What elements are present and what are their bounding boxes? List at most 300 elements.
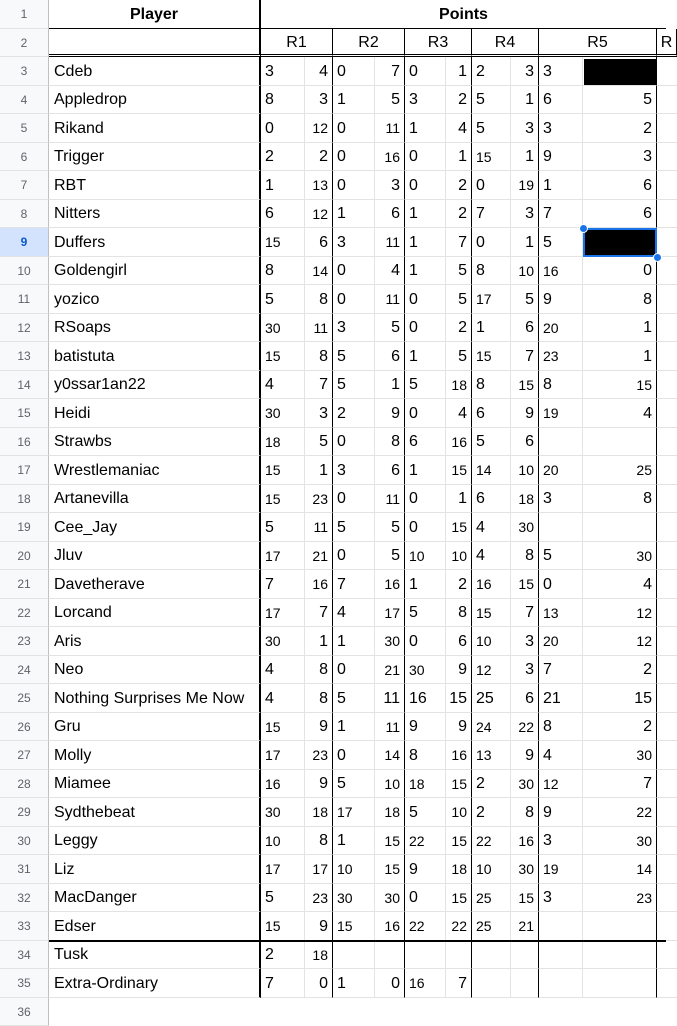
score-cell[interactable]: 0	[405, 485, 446, 513]
player-name[interactable]: yozico	[49, 285, 261, 314]
score-cell[interactable]: 1	[405, 456, 446, 485]
score-cell[interactable]: 16	[446, 428, 472, 456]
score-cell[interactable]: 15	[375, 855, 405, 884]
row-header[interactable]: 26	[0, 713, 49, 741]
score-cell[interactable]: 9	[539, 143, 583, 171]
score-cell[interactable]: 6	[375, 342, 405, 371]
score-cell[interactable]: 3	[333, 314, 375, 342]
overflow-cell[interactable]	[657, 969, 677, 998]
score-cell[interactable]: 5	[261, 285, 305, 314]
player-name[interactable]: batistuta	[49, 342, 261, 371]
score-cell[interactable]: 10	[511, 456, 539, 485]
overflow-cell[interactable]	[657, 513, 677, 542]
score-cell[interactable]: 15	[261, 342, 305, 371]
score-cell[interactable]: 23	[305, 741, 333, 770]
score-cell[interactable]: 8	[446, 599, 472, 627]
score-cell[interactable]: 5	[405, 371, 446, 399]
score-cell[interactable]: 3	[511, 200, 539, 228]
score-cell[interactable]: 1	[405, 570, 446, 599]
row-header[interactable]: 5	[0, 114, 49, 143]
score-cell[interactable]: 3	[511, 627, 539, 656]
score-cell[interactable]: 0	[583, 257, 657, 285]
score-cell[interactable]: 16	[405, 969, 446, 998]
score-cell[interactable]: 5	[539, 228, 583, 257]
score-cell[interactable]: 6	[511, 314, 539, 342]
score-cell[interactable]: 7	[539, 656, 583, 684]
row-header[interactable]: 28	[0, 770, 49, 798]
score-cell[interactable]: 9	[375, 399, 405, 428]
row-header[interactable]: 35	[0, 969, 49, 998]
score-cell[interactable]	[511, 941, 539, 969]
overflow-cell[interactable]	[657, 770, 677, 798]
score-cell[interactable]: 0	[333, 741, 375, 770]
score-cell[interactable]: 16	[511, 827, 539, 855]
player-name[interactable]: Strawbs	[49, 428, 261, 456]
score-cell[interactable]: 5	[333, 770, 375, 798]
score-cell[interactable]: 10	[446, 542, 472, 570]
score-cell[interactable]: 0	[333, 143, 375, 171]
score-cell[interactable]	[405, 941, 446, 969]
score-cell[interactable]: 6	[511, 684, 539, 713]
score-cell[interactable]: 1	[511, 228, 539, 257]
row-header[interactable]: 11	[0, 285, 49, 314]
score-cell[interactable]: 18	[305, 798, 333, 827]
player-name[interactable]: Davetherave	[49, 570, 261, 599]
score-cell[interactable]: 5	[333, 684, 375, 713]
score-cell[interactable]: 2	[583, 713, 657, 741]
score-cell[interactable]: 0	[405, 57, 446, 86]
score-cell[interactable]: 19	[539, 399, 583, 428]
score-cell[interactable]: 5	[472, 114, 511, 143]
score-cell[interactable]: 4	[375, 257, 405, 285]
selection-handle-bottom[interactable]	[653, 253, 662, 262]
overflow-cell[interactable]	[657, 86, 677, 114]
round-header-r3[interactable]: R3	[405, 29, 472, 57]
score-cell[interactable]: 12	[305, 114, 333, 143]
score-cell[interactable]: 12	[539, 770, 583, 798]
score-cell[interactable]: 0	[333, 171, 375, 200]
score-cell[interactable]: 5	[261, 884, 305, 912]
score-cell[interactable]: 5	[539, 542, 583, 570]
score-cell[interactable]: 0	[472, 228, 511, 257]
player-name[interactable]: Gru	[49, 713, 261, 741]
row-header[interactable]: 10	[0, 257, 49, 285]
score-cell[interactable]: 0	[333, 656, 375, 684]
score-cell[interactable]: 4	[539, 741, 583, 770]
score-cell[interactable]: 15	[446, 513, 472, 542]
score-cell[interactable]: 18	[446, 855, 472, 884]
overflow-cell[interactable]	[657, 57, 677, 86]
score-cell[interactable]: 6	[375, 200, 405, 228]
score-cell[interactable]: 30	[261, 627, 305, 656]
row-header[interactable]: 24	[0, 656, 49, 684]
score-cell[interactable]	[472, 941, 511, 969]
score-cell[interactable]: 17	[261, 599, 305, 627]
score-cell[interactable]: 8	[305, 684, 333, 713]
score-cell[interactable]: 12	[472, 656, 511, 684]
row-header[interactable]: 9	[0, 228, 49, 257]
overflow-cell[interactable]	[657, 285, 677, 314]
score-cell[interactable]: 11	[375, 485, 405, 513]
score-cell[interactable]: 7	[583, 770, 657, 798]
score-cell[interactable]	[446, 941, 472, 969]
score-cell[interactable]: 15	[511, 371, 539, 399]
player-name[interactable]: Nothing Surprises Me Now	[49, 684, 261, 713]
score-cell[interactable]: 3	[375, 171, 405, 200]
score-cell[interactable]: 16	[375, 912, 405, 941]
score-cell[interactable]: 4	[446, 399, 472, 428]
overflow-cell[interactable]	[657, 713, 677, 741]
score-cell[interactable]: 17	[375, 599, 405, 627]
score-cell[interactable]: 11	[375, 114, 405, 143]
overflow-cell[interactable]	[657, 200, 677, 228]
player-name[interactable]: Heidi	[49, 399, 261, 428]
score-cell[interactable]: 1	[446, 57, 472, 86]
score-cell[interactable]: 18	[305, 941, 333, 969]
score-cell[interactable]: 12	[305, 200, 333, 228]
score-cell[interactable]: 3	[333, 456, 375, 485]
score-cell[interactable]: 3	[511, 656, 539, 684]
score-cell[interactable]: 22	[405, 912, 446, 941]
score-cell[interactable]	[539, 969, 583, 998]
score-cell[interactable]: 30	[375, 884, 405, 912]
overflow-cell[interactable]	[657, 114, 677, 143]
score-cell[interactable]: 8	[305, 656, 333, 684]
score-cell[interactable]: 9	[511, 399, 539, 428]
score-cell[interactable]: 6	[511, 428, 539, 456]
score-cell[interactable]: 17	[472, 285, 511, 314]
score-cell[interactable]: 15	[261, 713, 305, 741]
overflow-cell[interactable]	[657, 684, 677, 713]
score-cell[interactable]: 3	[539, 114, 583, 143]
score-cell[interactable]: 22	[583, 798, 657, 827]
row-header[interactable]: 18	[0, 485, 49, 513]
score-cell[interactable]: 8	[305, 285, 333, 314]
score-cell[interactable]: 8	[261, 257, 305, 285]
score-cell[interactable]: 4	[261, 684, 305, 713]
score-cell[interactable]: 4	[261, 371, 305, 399]
score-cell[interactable]: 12	[583, 627, 657, 656]
overflow-cell[interactable]	[657, 428, 677, 456]
score-cell[interactable]: 22	[405, 827, 446, 855]
score-cell[interactable]: 15	[261, 485, 305, 513]
row-header[interactable]: 31	[0, 855, 49, 884]
score-cell[interactable]: 8	[261, 86, 305, 114]
score-cell[interactable]: 0	[405, 513, 446, 542]
score-cell[interactable]: 0	[333, 428, 375, 456]
score-cell[interactable]: 11	[375, 713, 405, 741]
score-cell[interactable]: 8	[472, 371, 511, 399]
score-cell[interactable]: 0	[333, 114, 375, 143]
score-cell[interactable]: 1	[405, 342, 446, 371]
score-cell[interactable]: 0	[305, 969, 333, 998]
score-cell[interactable]: 6	[472, 485, 511, 513]
score-cell[interactable]: 25	[583, 456, 657, 485]
row-header[interactable]: 14	[0, 371, 49, 399]
score-cell[interactable]: 4	[446, 114, 472, 143]
score-cell[interactable]: 15	[472, 342, 511, 371]
round-header-r5[interactable]: R5	[539, 29, 657, 57]
row-header[interactable]: 12	[0, 314, 49, 342]
score-cell[interactable]: 5	[446, 285, 472, 314]
row-header[interactable]: 34	[0, 941, 49, 969]
overflow-cell[interactable]	[657, 884, 677, 912]
score-cell[interactable]: 7	[261, 570, 305, 599]
score-cell[interactable]: 2	[446, 570, 472, 599]
score-cell[interactable]: 30	[583, 542, 657, 570]
score-cell[interactable]	[583, 428, 657, 456]
score-cell[interactable]: 0	[405, 314, 446, 342]
score-cell[interactable]: 5	[375, 86, 405, 114]
score-cell[interactable]	[539, 912, 583, 941]
score-cell[interactable]: 7	[472, 200, 511, 228]
overflow-cell[interactable]	[657, 570, 677, 599]
score-cell[interactable]: 5	[446, 342, 472, 371]
score-cell[interactable]: 15	[472, 599, 511, 627]
score-cell[interactable]: 20	[539, 456, 583, 485]
score-cell[interactable]: 15	[472, 143, 511, 171]
score-cell[interactable]: 5	[472, 428, 511, 456]
score-cell[interactable]: 15	[446, 884, 472, 912]
score-cell[interactable]: 7	[511, 342, 539, 371]
row-header[interactable]: 30	[0, 827, 49, 855]
score-cell[interactable]: 6	[446, 627, 472, 656]
score-cell[interactable]: 8	[375, 428, 405, 456]
player-name[interactable]: Jluv	[49, 542, 261, 570]
score-cell[interactable]: 14	[375, 741, 405, 770]
score-cell[interactable]: 5	[583, 86, 657, 114]
row-header[interactable]: 1	[0, 0, 49, 29]
overflow-cell[interactable]	[657, 656, 677, 684]
score-cell[interactable]: 17	[333, 798, 375, 827]
score-cell[interactable]: 0	[333, 542, 375, 570]
overflow-cell[interactable]	[657, 228, 677, 257]
score-cell[interactable]: 30	[583, 741, 657, 770]
score-cell[interactable]: 2	[583, 656, 657, 684]
score-cell[interactable]: 3	[511, 57, 539, 86]
overflow-cell[interactable]	[657, 542, 677, 570]
score-cell[interactable]: 1	[446, 143, 472, 171]
score-cell[interactable]: 18	[261, 428, 305, 456]
score-cell[interactable]: 2	[472, 770, 511, 798]
score-cell[interactable]: 7	[446, 228, 472, 257]
score-cell[interactable]: 2	[446, 171, 472, 200]
row-header[interactable]: 25	[0, 684, 49, 713]
score-cell[interactable]: 9	[305, 713, 333, 741]
player-name[interactable]: Molly	[49, 741, 261, 770]
overflow-cell[interactable]	[657, 456, 677, 485]
score-cell[interactable]: 2	[583, 114, 657, 143]
score-cell[interactable]	[583, 969, 657, 998]
player-name[interactable]: Edser	[49, 912, 261, 941]
score-cell[interactable]: 30	[333, 884, 375, 912]
score-cell[interactable]: 15	[446, 684, 472, 713]
score-cell[interactable]: 3	[539, 827, 583, 855]
overflow-cell[interactable]	[657, 485, 677, 513]
score-cell[interactable]: 8	[305, 827, 333, 855]
score-cell[interactable]: 16	[261, 770, 305, 798]
score-cell[interactable]	[333, 941, 375, 969]
score-cell[interactable]: 5	[333, 342, 375, 371]
row-header[interactable]: 15	[0, 399, 49, 428]
score-cell[interactable]: 8	[539, 713, 583, 741]
selected-cell-outline[interactable]	[583, 228, 657, 257]
score-cell[interactable]: 8	[583, 485, 657, 513]
score-cell[interactable]: 30	[511, 770, 539, 798]
overflow-cell[interactable]	[657, 143, 677, 171]
overflow-cell[interactable]	[657, 798, 677, 827]
score-cell[interactable]: 16	[446, 741, 472, 770]
player-name[interactable]: Liz	[49, 855, 261, 884]
row-header[interactable]: 27	[0, 741, 49, 770]
row-header[interactable]: 17	[0, 456, 49, 485]
score-cell[interactable]: 3	[539, 884, 583, 912]
score-cell[interactable]: 16	[405, 684, 446, 713]
score-cell[interactable]: 30	[511, 513, 539, 542]
round-header-next[interactable]: R	[657, 29, 677, 57]
score-cell[interactable]: 20	[539, 314, 583, 342]
score-cell[interactable]: 15	[511, 884, 539, 912]
score-cell[interactable]: 3	[305, 86, 333, 114]
score-cell[interactable]: 2	[472, 798, 511, 827]
row-header[interactable]: 3	[0, 57, 49, 86]
score-cell[interactable]: 0	[472, 171, 511, 200]
score-cell[interactable]: 19	[539, 855, 583, 884]
player-name[interactable]: Wrestlemaniac	[49, 456, 261, 485]
score-cell[interactable]: 1	[305, 456, 333, 485]
score-cell[interactable]	[375, 941, 405, 969]
score-cell[interactable]: 0	[333, 485, 375, 513]
selection-handle-top[interactable]	[579, 224, 588, 233]
score-cell[interactable]: 9	[405, 855, 446, 884]
score-cell[interactable]: 5	[446, 257, 472, 285]
score-cell[interactable]: 2	[261, 941, 305, 969]
score-cell[interactable]: 25	[472, 684, 511, 713]
score-cell[interactable]: 0	[405, 285, 446, 314]
score-cell[interactable]: 3	[305, 399, 333, 428]
score-cell[interactable]: 9	[539, 285, 583, 314]
player-name[interactable]: Sydthebeat	[49, 798, 261, 827]
score-cell[interactable]: 3	[333, 228, 375, 257]
score-cell[interactable]: 15	[375, 827, 405, 855]
score-cell[interactable]: 1	[405, 228, 446, 257]
score-cell[interactable]: 22	[511, 713, 539, 741]
row-header[interactable]: 19	[0, 513, 49, 542]
player-header[interactable]: Player	[49, 0, 261, 29]
score-cell[interactable]: 7	[305, 371, 333, 399]
score-cell[interactable]: 18	[446, 371, 472, 399]
player-name[interactable]: Trigger	[49, 143, 261, 171]
score-cell[interactable]: 6	[539, 86, 583, 114]
score-cell[interactable]: 1	[511, 86, 539, 114]
overflow-cell[interactable]	[657, 941, 677, 969]
score-cell[interactable]: 7	[511, 599, 539, 627]
score-cell[interactable]: 23	[583, 884, 657, 912]
score-cell[interactable]: 18	[405, 770, 446, 798]
row-header[interactable]: 23	[0, 627, 49, 656]
score-cell[interactable]: 4	[583, 570, 657, 599]
score-cell[interactable]: 21	[305, 542, 333, 570]
score-cell[interactable]: 0	[261, 114, 305, 143]
row-header[interactable]: 4	[0, 86, 49, 114]
score-cell[interactable]: 14	[305, 257, 333, 285]
overflow-cell[interactable]	[657, 912, 677, 941]
score-cell[interactable]: 5	[333, 371, 375, 399]
overflow-cell[interactable]	[657, 399, 677, 428]
score-cell[interactable]: 5	[405, 798, 446, 827]
player-name[interactable]: Leggy	[49, 827, 261, 855]
score-cell[interactable]: 20	[539, 627, 583, 656]
overflow-cell[interactable]	[657, 314, 677, 342]
score-cell[interactable]: 1	[305, 627, 333, 656]
score-cell[interactable]: 19	[511, 171, 539, 200]
score-cell[interactable]: 10	[472, 855, 511, 884]
score-cell[interactable]: 11	[375, 285, 405, 314]
score-cell[interactable]: 21	[511, 912, 539, 941]
score-cell[interactable]: 0	[405, 627, 446, 656]
score-cell[interactable]: 1	[333, 627, 375, 656]
score-cell[interactable]: 24	[472, 713, 511, 741]
points-header[interactable]: Points	[261, 0, 666, 29]
score-cell[interactable]: 1	[511, 143, 539, 171]
player-name[interactable]: Miamee	[49, 770, 261, 798]
score-cell[interactable]	[472, 969, 511, 998]
score-cell[interactable]: 23	[305, 884, 333, 912]
score-cell[interactable]	[539, 428, 583, 456]
round-header-r4[interactable]: R4	[472, 29, 539, 57]
score-cell[interactable]: 1	[333, 827, 375, 855]
player-name[interactable]: Nitters	[49, 200, 261, 228]
score-cell[interactable]: 11	[375, 684, 405, 713]
player-name[interactable]: Aris	[49, 627, 261, 656]
score-cell[interactable]: 2	[446, 314, 472, 342]
overflow-cell[interactable]	[657, 342, 677, 371]
score-cell[interactable]: 11	[305, 513, 333, 542]
score-cell[interactable]: 1	[446, 485, 472, 513]
score-cell[interactable]: 10	[511, 257, 539, 285]
score-cell[interactable]: 8	[472, 257, 511, 285]
player-name[interactable]: Extra-Ordinary	[49, 969, 261, 998]
score-cell[interactable]: 4	[261, 656, 305, 684]
score-cell[interactable]	[539, 941, 583, 969]
score-cell[interactable]: 5	[375, 513, 405, 542]
score-cell[interactable]: 1	[539, 171, 583, 200]
score-cell[interactable]: 16	[375, 143, 405, 171]
score-cell[interactable]: 1	[405, 257, 446, 285]
score-cell[interactable]: 5	[511, 285, 539, 314]
score-cell[interactable]: 8	[539, 371, 583, 399]
score-cell[interactable]: 9	[405, 713, 446, 741]
overflow-cell[interactable]	[657, 741, 677, 770]
score-cell[interactable]: 0	[333, 257, 375, 285]
score-cell[interactable]: 15	[583, 371, 657, 399]
score-cell[interactable]: 2	[305, 143, 333, 171]
score-cell[interactable]: 1	[405, 200, 446, 228]
overflow-cell[interactable]	[657, 371, 677, 399]
score-cell[interactable]: 30	[261, 798, 305, 827]
score-cell[interactable]: 0	[539, 570, 583, 599]
score-cell[interactable]: 7	[375, 57, 405, 86]
score-cell[interactable]: 15	[261, 228, 305, 257]
score-cell[interactable]: 1	[405, 114, 446, 143]
score-cell[interactable]: 30	[405, 656, 446, 684]
row-header[interactable]: 2	[0, 29, 49, 57]
score-cell[interactable]: 9	[539, 798, 583, 827]
score-cell[interactable]: 23	[539, 342, 583, 371]
score-cell[interactable]: 5	[375, 314, 405, 342]
row-header[interactable]: 13	[0, 342, 49, 371]
score-cell[interactable]: 22	[472, 827, 511, 855]
